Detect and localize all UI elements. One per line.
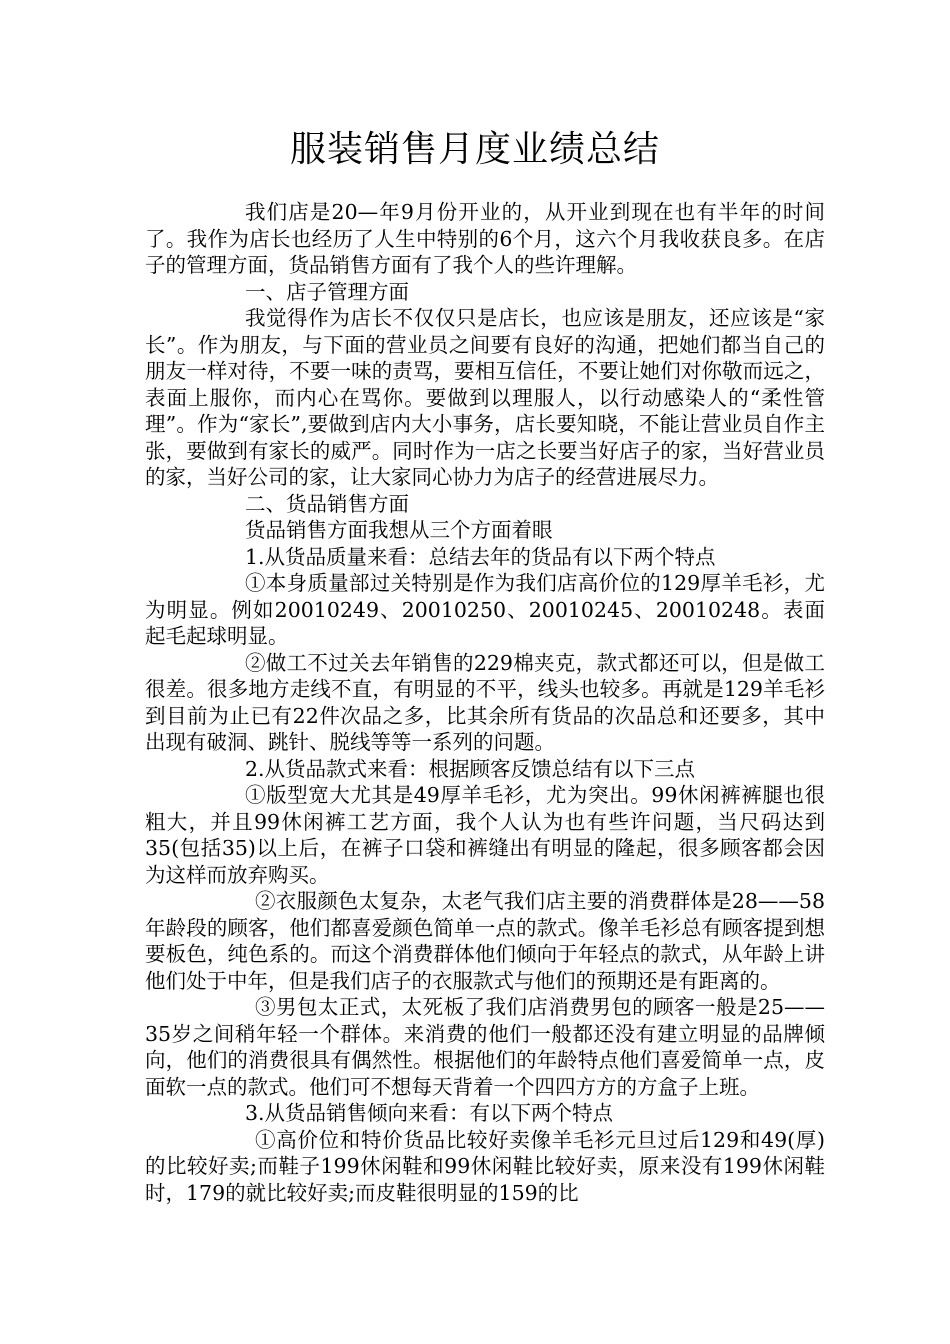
paragraph: 3.从货品销售倾向来看：有以下两个特点: [245, 1101, 614, 1125]
document-body: [145, 199, 825, 1206]
paragraph: ①本身质量部过关特别是作为我们店高价位的129厚羊毛衫，尤为明显。例如20010249、20010250、20010245、20010248。表面起毛起球明显。: [145, 571, 825, 648]
paragraph: 我们店是20—年9月份开业的，从开业到现在也有半年的时间了。我作为店长也经历了人生中特别的6个月，这六个月我收获良多。在店子的管理方面，货品销售方面有了我个人的些许理解。: [145, 200, 825, 277]
paragraph: ③男包太正式，太死板了我们店消费男包的顾客一般是25——35岁之间稍年轻一个群体。来消费的他们一般都还没有建立明显的品牌倾向，他们的消费很具有偶然性。根据他们的年龄特点他们喜爱简单一点，皮面软一点的款式。他们可不想每天背着一个四四方方的方盒子上班。: [145, 995, 825, 1099]
paragraph: 2.从货品款式来看：根据顾客反馈总结有以下三点: [245, 756, 696, 781]
paragraph: 货品销售方面我想从三个方面着眼: [245, 518, 553, 542]
paragraph: 我觉得作为店长不仅仅只是店长，也应该是朋友，还应该是“家长”。作为朋友，与下面的营业员之间要有良好的沟通，把她们都当自己的朋友一样对待，不要一味的责骂，要相互信任，不要让她们对你敬而远之，表面上服你，而内心在骂你。要做到以理服人，以行动感染人的“柔性管理”。作为“家长”,要做到店内大小事务，店长要知晓，不能让营业员自作主张，要做到有家长的威严。同时作为一店之长要当好店子的家，当好营业员的家，当好公司的家，让大家同心协力为店子的经营进展尽力。: [145, 306, 825, 489]
paragraph: 一、店子管理方面: [245, 279, 409, 304]
paragraph: ②衣服颜色太复杂，太老气我们店主要的消费群体是28——58年龄段的顾客，他们都喜爱颜色简单一点的款式。像羊毛衫总有顾客提到想要板色，纯色系的。而这个消费群体他们倾向于年轻点的款式，从年龄上讲他们处于中年，但是我们店子的衣服款式与他们的预期还是有距离的。: [145, 889, 825, 993]
paragraph: ②做工不过关去年销售的229棉夹克，款式都还可以，但是做工很差。很多地方走线不直，有明显的不平，线头也较多。再就是129羊毛衫到目前为止已有22件次品之多，比其余所有货品的次品总和还要多，其中出现有破洞、跳针、脱线等等一系列的问题。: [145, 650, 825, 754]
paragraph: ①高价位和特价货品比较好卖像羊毛衫元旦过后129和49(厚)的比较好卖;而鞋子199休闲鞋和99休闲鞋比较好卖，原来没有199休闲鞋时，179的就比较好卖;而皮鞋很明显的159的比: [145, 1127, 825, 1205]
paragraph: 1.从货品质量来看：总结去年的货品有以下两个特点: [245, 544, 716, 569]
paragraph: 二、货品销售方面: [245, 491, 409, 516]
paragraph: ①版型宽大尤其是49厚羊毛衫，尤为突出。99休闲裤裤腿也很粗大，并且99休闲裤工艺方面，我个人认为也有些许问题，当尺码达到35(包括35)以上后，在裤子口袋和裤缝出有明显的隆起，很多顾客都会因为这样而放弃购买。: [145, 783, 825, 887]
document-title: 服装销售月度业绩总结: [289, 129, 660, 170]
